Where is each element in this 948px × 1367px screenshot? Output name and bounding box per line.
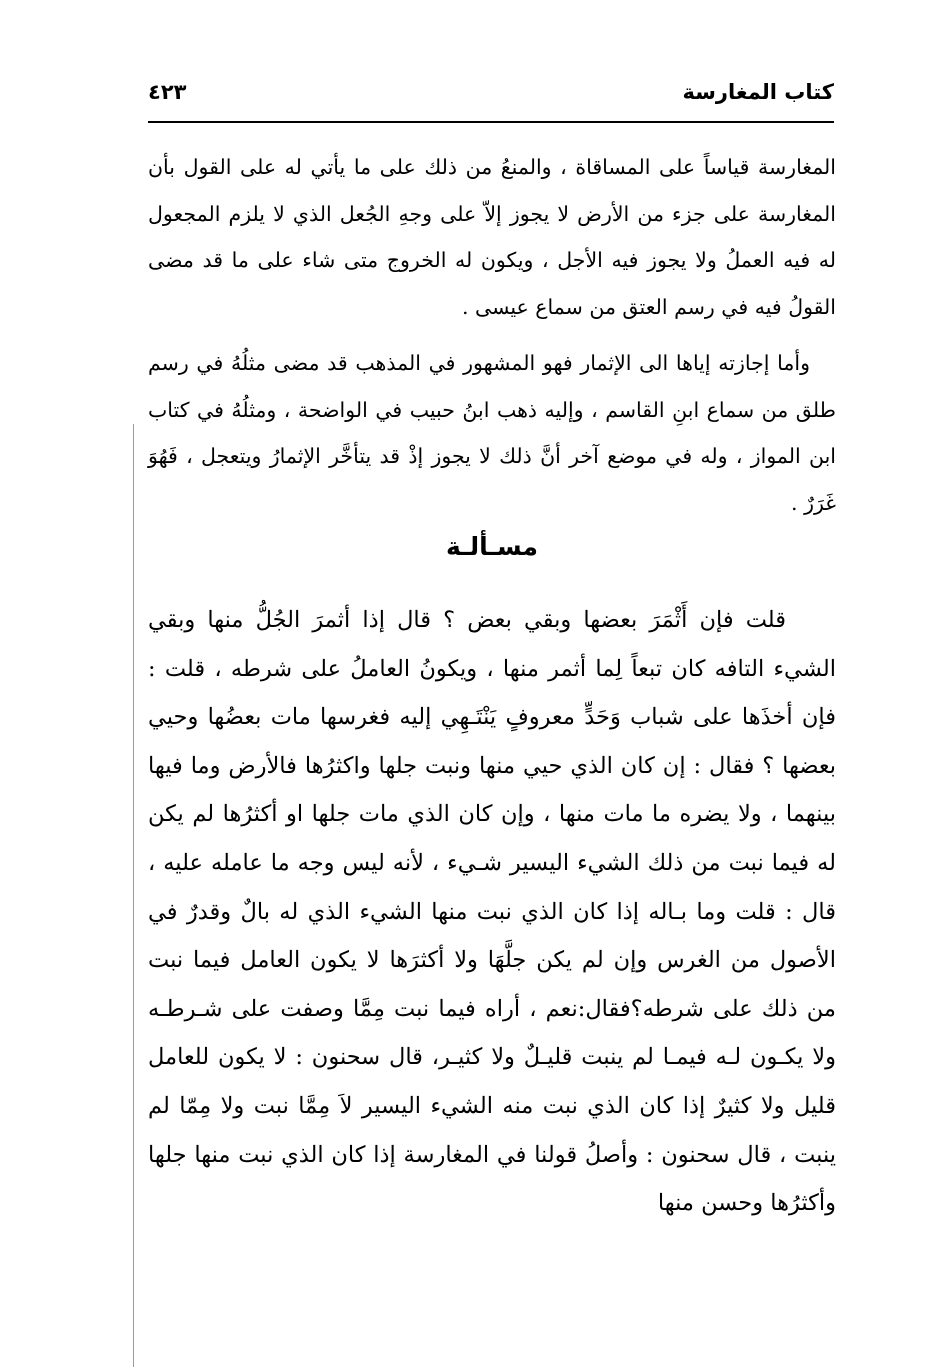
binding-shadow-line: [133, 424, 134, 1367]
paragraph: قلت فإن أَثْمَرَ بعضها وبقي بعض ؟ قال إذا أثمرَ الجُلُّ منها وبقي الشيء التافه كان تبعاً لِما أثمر منها ، ويكونُ العاملُ على شرطه ، قلت : فإن أخذَها على شباب وَحَدٍّ معروفٍ يَنْتَـهِي إليه فغرسها مات بعضُها وحيي بعضها ؟ فقال : إن كان الذي حيي منها ونبت جلها واكثرُها فالأرض وما فيها بينهما ، ولا يضره ما مات منها ، وإن كان الذي مات جلها او أكثرُها لم يكن له فيما نبت من ذلك الشيء اليسير شـيء ، لأنه ليس وجه ما عامله عليه ، قال : قلت وما بـاله إذا كان الذي نبت منها الشيء الذي له بالٌ وقدرٌ في الأصول من الغرس وإن لم يكن جلَّهَا ولا أكثرَها لا يكون العامل فيما نبت من ذلك على شرطه؟فقال:نعم ، أراه فيما نبت مِمَّا وصفت على شـرطـه ولا يكـون لـه فيمـا لم ينبت قليـلٌ ولا كثيـر، قال سحنون : لا يكون للعامل قليل ولا كثيرٌ إذا كان الذي نبت منه الشيء اليسير لاَ مِمَّا نبت ولا مِمّا لم ينبت ، قال سحنون : وأصلُ قولنا في المغارسة إذا كان الذي نبت منها جلها وأكثرُها وحسن منها: [148, 607, 836, 1217]
paragraph: وأما إجازته إياها الى الإثمار فهو المشهور في المذهب قد مضى مثلُهُ في رسم طلق من سماع ابنِ القاسم ، وإليه ذهب ابنُ حبيب في الواضحة ، ومثلُهُ في كتاب ابن المواز ، وله في موضع آخر أنَّ ذلك لا يجوز إذْ قد يتأخَّر الإثمارُ ويتعجل ، فَهُوَ غَرَرٌ .: [148, 351, 836, 515]
section-heading: مسـألـة: [446, 532, 538, 561]
question-section: [148, 596, 836, 1228]
book-title: كتاب المغارسة: [682, 80, 834, 104]
page-number: ٤٢٣: [148, 80, 187, 104]
header-rule: [148, 121, 834, 123]
paragraph: المغارسة قياساً على المساقاة ، والمنعُ من ذلك على ما يأتي له على القول بأن المغارسة على جزء من الأرض لا يجوز إلاّ على وجهِ الجُعل الذي لا يلزم المجعول له فيه العملُ ولا يجوز فيه الأجل ، ويكون له الخروج متى شاء على ما قد مضى القولُ فيه في رسم العتق من سماع عيسى .: [148, 155, 836, 319]
running-header: [148, 78, 834, 118]
commentary-section: [148, 144, 836, 526]
